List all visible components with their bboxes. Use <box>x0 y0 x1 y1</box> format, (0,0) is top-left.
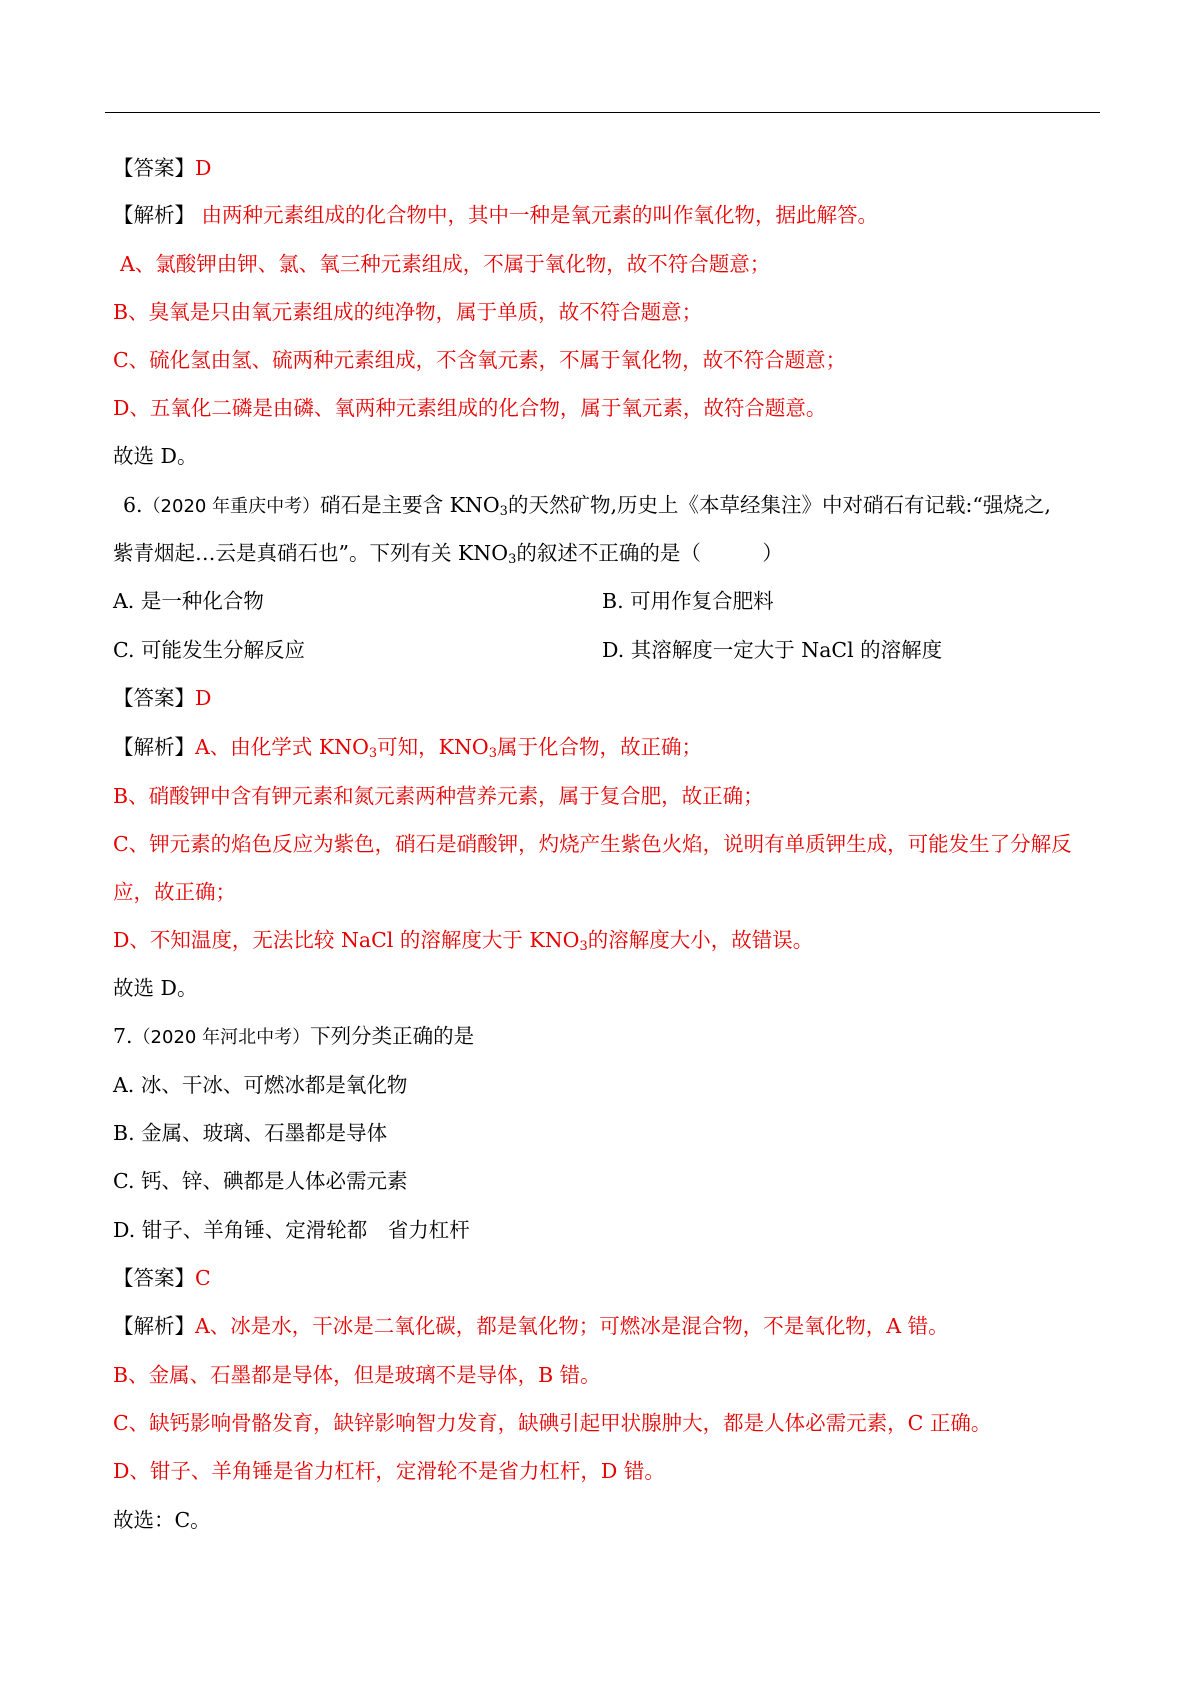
q7-source: （2020 年河北中考） <box>132 1027 311 1048</box>
q5-analysis-intro <box>113 201 878 229</box>
q6-stem-line-2 <box>113 539 783 567</box>
q5-answer-value: D <box>195 156 212 180</box>
analysis-tag: 【解析】 <box>113 203 195 227</box>
subscript-3: 3 <box>368 746 378 761</box>
subscript-3: 3 <box>508 552 517 567</box>
q6-number: 6. <box>123 493 143 517</box>
q7-analysis-c: C、缺钙影响骨骼发育，缺锌影响智力发育，缺碘引起甲状腺肿大，都是人体必需元素，C 正确。 <box>113 1411 992 1435</box>
q6-conclusion: 故选 D。 <box>113 976 198 1000</box>
q6-option-b: B. 可用作复合肥料 <box>602 589 774 613</box>
q7-option-b: B. 金属、玻璃、石墨都是导体 <box>113 1121 388 1145</box>
q6-analysis-a3: 属于化合物，故正确； <box>497 735 703 759</box>
q7-option-a: A. 冰、干冰、可燃冰都是氧化物 <box>113 1073 408 1097</box>
q5-conclusion: 故选 D。 <box>113 444 198 468</box>
q7-analysis-d: D、钳子、羊角锤是省力杠杆，定滑轮不是省力杠杆，D 错。 <box>113 1459 665 1483</box>
q7-stem <box>113 1022 474 1052</box>
q7-analysis-a <box>113 1312 949 1340</box>
q5-analysis-b: B、臭氧是只由氧元素组成的纯净物，属于单质，故不符合题意； <box>113 300 703 324</box>
q7-analysis-b: B、金属、石墨都是导体，但是玻璃不是导体，B 错。 <box>113 1363 601 1387</box>
q6-option-d: D. 其溶解度一定大于 NaCl 的溶解度 <box>602 638 943 662</box>
analysis-tag: 【解析】 <box>113 1314 195 1338</box>
q6-analysis-c-line-1: C、钾元素的焰色反应为紫色，硝石是硝酸钾，灼烧产生紫色火焰，说明有单质钾生成，可能发生了分解反 <box>113 832 1072 856</box>
q7-option-d: D. 钳子、羊角锤、定滑轮都 省力杠杆 <box>113 1218 470 1242</box>
subscript-3: 3 <box>488 746 498 761</box>
q5-analysis-a: A、氯酸钾由钾、氯、氧三种元素组成，不属于氧化物，故不符合题意； <box>120 252 771 276</box>
analysis-tag: 【解析】 <box>113 735 195 759</box>
q6-analysis-d1: D、不知温度，无法比较 NaCl 的溶解度大于 KNO <box>113 928 580 952</box>
q6-analysis-d2: 的溶解度大小，故错误。 <box>587 928 814 952</box>
answer-tag: 【答案】 <box>113 1266 195 1290</box>
q6-option-a: A. 是一种化合物 <box>113 589 264 613</box>
q7-option-c: C. 钙、锌、碘都是人体必需元素 <box>113 1169 408 1193</box>
q5-answer-line <box>113 154 211 182</box>
q7-number: 7. <box>113 1024 133 1048</box>
q6-source: （2020 年重庆中考） <box>142 496 321 517</box>
q7-conclusion: 故选：C。 <box>113 1508 211 1532</box>
q6-answer-line <box>113 684 211 712</box>
q6-analysis-d <box>113 926 813 954</box>
q7-stem-text: 下列分类正确的是 <box>310 1024 475 1048</box>
q6-answer-value: D <box>195 686 212 710</box>
q6-option-c: C. 可能发生分解反应 <box>113 638 305 662</box>
q7-analysis-a-text: A、冰是水，干冰是二氧化碳，都是氧化物；可燃冰是混合物，不是氧化物，A 错。 <box>195 1314 949 1338</box>
q6-stem-1a: 硝石是主要含 KNO <box>320 493 500 517</box>
q6-analysis-c-line-2: 应，故正确； <box>113 880 236 904</box>
q6-analysis-b: B、硝酸钾中含有钾元素和氮元素两种营养元素，属于复合肥，故正确； <box>113 784 764 808</box>
q6-stem-line-1 <box>123 491 1051 521</box>
q6-stem-1b: 的天然矿物,历史上《本草经集注》中对硝石有记载:“强烧之, <box>507 493 1051 517</box>
q6-analysis-a <box>113 733 702 761</box>
q6-stem-2a: 紫青烟起…云是真硝石也”。下列有关 KNO <box>113 541 509 565</box>
q5-analysis-c: C、硫化氢由氢、硫两种元素组成，不含氧元素，不属于氧化物，故不符合题意； <box>113 348 847 372</box>
subscript-3: 3 <box>499 504 508 519</box>
q6-stem-2b: 的叙述不正确的是（ ） <box>516 541 783 565</box>
q6-analysis-a2: 可知，KNO <box>377 735 489 759</box>
q6-analysis-a1: A、由化学式 KNO <box>195 735 369 759</box>
q7-answer-value: C <box>195 1266 211 1290</box>
q5-analysis-intro-text: 由两种元素组成的化合物中，其中一种是氧元素的叫作氧化物，据此解答。 <box>201 203 879 227</box>
q7-answer-line <box>113 1264 211 1292</box>
answer-tag: 【答案】 <box>113 156 195 180</box>
header-rule <box>105 112 1100 113</box>
answer-tag: 【答案】 <box>113 686 195 710</box>
q5-analysis-d: D、五氧化二磷是由磷、氧两种元素组成的化合物，属于氧元素，故符合题意。 <box>113 396 827 420</box>
subscript-3: 3 <box>579 939 588 954</box>
